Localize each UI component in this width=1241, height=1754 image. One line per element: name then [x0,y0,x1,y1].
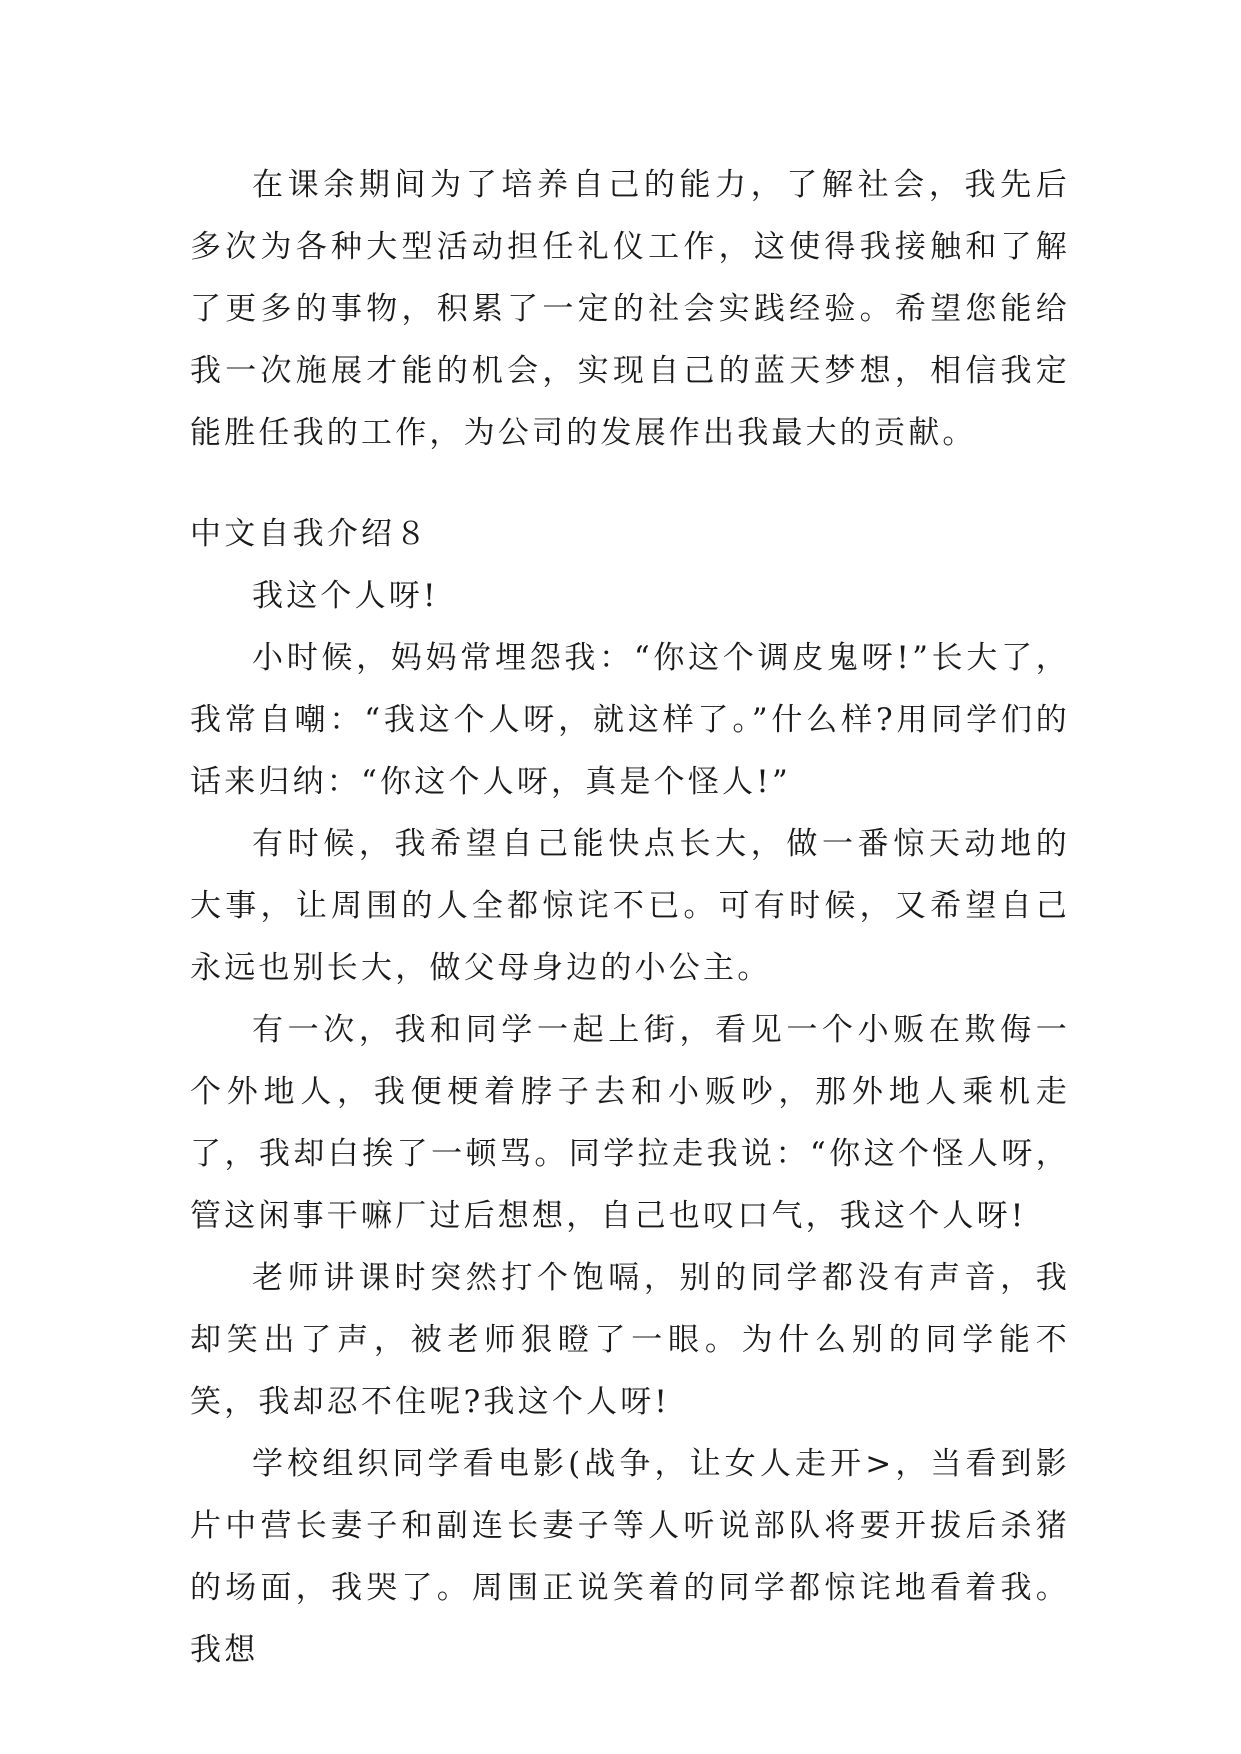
paragraph: 小时候，妈妈常埋怨我：“你这个调皮鬼呀!”长大了，我常自嘲：“我这个人呀，就这样了。”什么样?用同学们的话来归纳：“你这个人呀，真是个怪人!” [190,640,1070,800]
self-introduction-section [190,503,1070,1681]
section-title: 中文自我介绍８ [190,516,430,552]
paragraph: 老师讲课时突然打个饱嗝，别的同学都没有声音，我却笑出了声，被老师狠瞪了一眼。为什么别的同学能不笑，我却忍不住呢?我这个人呀! [190,1260,1070,1420]
top-text-block [190,154,1070,464]
paragraph: 有时候，我希望自己能快点长大，做一番惊天动地的大事，让周围的人全都惊诧不已。可有时候，又希望自己永远也别长大，做父母身边的小公主。 [190,826,1070,986]
paragraph: 我这个人呀! [252,578,439,614]
paragraph: 学校组织同学看电影(战争，让女人走开>，当看到影片中营长妻子和副连长妻子等人听说部队将要开拔后杀猪的场面，我哭了。周围正说笑着的同学都惊诧地看着我。我想 [190,1446,1070,1668]
paragraph: 有一次，我和同学一起上街，看见一个小贩在欺侮一个外地人，我便梗着脖子去和小贩吵，那外地人乘机走了，我却白挨了一顿骂。同学拉走我说：“你这个怪人呀，管这闲事干嘛厂过后想想，自己也叹口气，我这个人呀! [190,1012,1070,1234]
paragraph-volunteer-experience: 在课余期间为了培养自己的能力，了解社会，我先后多次为各种大型活动担任礼仪工作，这使得我接触和了解了更多的事物，积累了一定的社会实践经验。希望您能给我一次施展才能的机会，实现自己的蓝天梦想，相信我定能胜任我的工作，为公司的发展作出我最大的贡献。 [190,167,1070,451]
